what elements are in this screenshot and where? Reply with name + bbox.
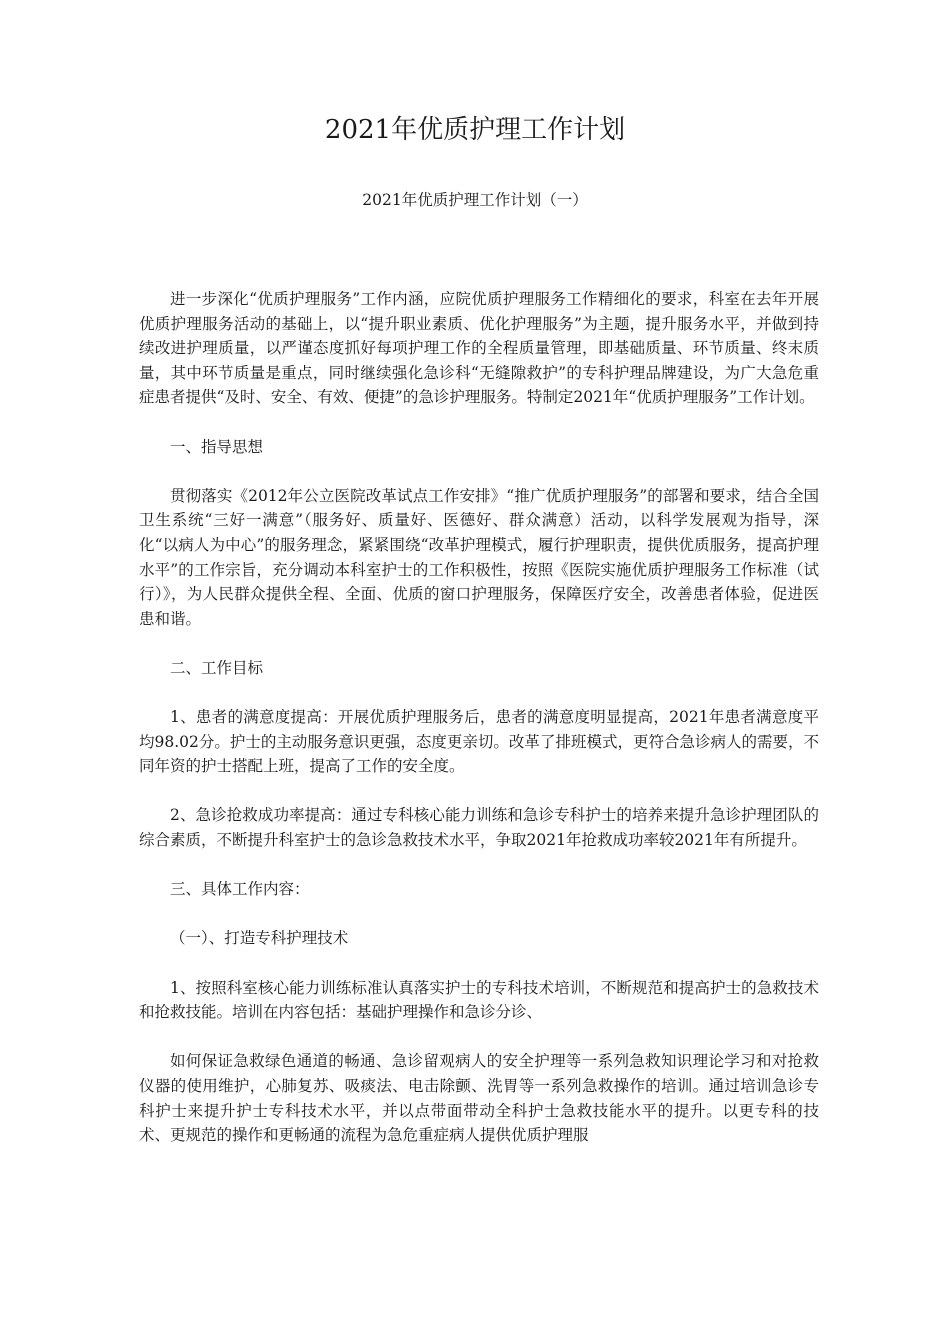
paragraph-gap xyxy=(139,1025,819,1050)
document-title: 2021年优质护理工作计划 xyxy=(324,115,626,145)
paragraph-gap xyxy=(139,902,819,927)
subsection-heading-specialty-skills: （一）、打造专科护理技术 xyxy=(170,929,349,948)
section-heading-work-content: 三、具体工作内容： xyxy=(170,880,310,899)
document-body xyxy=(139,287,819,1148)
section-heading-work-goals: 二、工作目标 xyxy=(170,658,264,677)
content-item-training-continued: 如何保证急救绿色通道的畅通、急诊留观病人的安全护理等一系列急救知识理论学习和对抢救仪器的使用维护，心肺复苏、吸痰法、电击除颤、洗胃等一系列急救操作的培训。通过培训急诊专科护士来提升护士专科技术水平，并以点带面带动全科护士急救技能水平的提升。以更专科的技术、更规范的操作和更畅通的流程为急危重症病人提供优质护理服 xyxy=(139,1052,819,1145)
paragraph-gap xyxy=(139,779,819,804)
intro-paragraph: 进一步深化“优质护理服务”工作内涵，应院优质护理服务工作精细化的要求，科室在去年开展优质护理服务活动的基础上，以“提升职业素质、优化护理服务”为主题，提升服务水平，并做到持续改进护理质量，以严谨态度抓好每项护理工作的全程质量管理，即基础质量、环节质量、终末质量，其中环节质量是重点，同时继续强化急诊科“无缝隙救护”的专科护理品牌建设，为广大急危重症患者提供“及时、安全、有效、便捷”的急诊护理服务。特制定2021年“优质护理服务”工作计划。 xyxy=(139,290,819,407)
goal-item-rescue-rate: 2、急诊抢救成功率提高：通过专科核心能力训练和急诊专科护士的培养来提升急诊护理团队的综合素质，不断提升科室护士的急诊急救技术水平，争取2021年抢救成功率较2021年有所提升。 xyxy=(139,806,819,850)
paragraph-gap xyxy=(139,681,819,706)
paragraph-gap xyxy=(139,951,819,976)
paragraph-gap xyxy=(139,410,819,435)
section-heading-guiding-thought: 一、指导思想 xyxy=(170,437,264,456)
guiding-thought-paragraph: 贯彻落实《2012年公立医院改革试点工作安排》“推广优质护理服务”的部署和要求，结合全国卫生系统“三好一满意”（服务好、质量好、医德好、群众满意）活动，以科学发展观为指导，深化“以病人为中心”的服务理念，紧紧围绕“改革护理模式，履行护理职责，提供优质服务，提高护理水平”的工作宗旨，充分调动本科室护士的工作积极性，按照《医院实施优质护理服务工作标准（试行）》，为人民群众提供全程、全面、优质的窗口护理服务，保障医疗安全，改善患者体验，促进医患和谐。 xyxy=(139,486,819,628)
goal-item-satisfaction: 1、患者的满意度提高：开展优质护理服务后，患者的满意度明显提高，2021年患者满意度平均98.02分。护士的主动服务意识更强，态度更亲切。改革了排班模式，更符合急诊病人的需要，不同年资的护士搭配上班，提高了工作的安全度。 xyxy=(139,708,819,776)
content-item-training: 1、按照科室核心能力训练标准认真落实护士的专科技术培训，不断规范和提高护士的急救技术和抢救技能。培训在内容包括：基础护理操作和急诊分诊、 xyxy=(139,978,819,1022)
paragraph-gap xyxy=(139,853,819,878)
document-subtitle: 2021年优质护理工作计划（一） xyxy=(362,191,588,209)
paragraph-gap xyxy=(139,459,819,484)
paragraph-gap xyxy=(139,631,819,656)
